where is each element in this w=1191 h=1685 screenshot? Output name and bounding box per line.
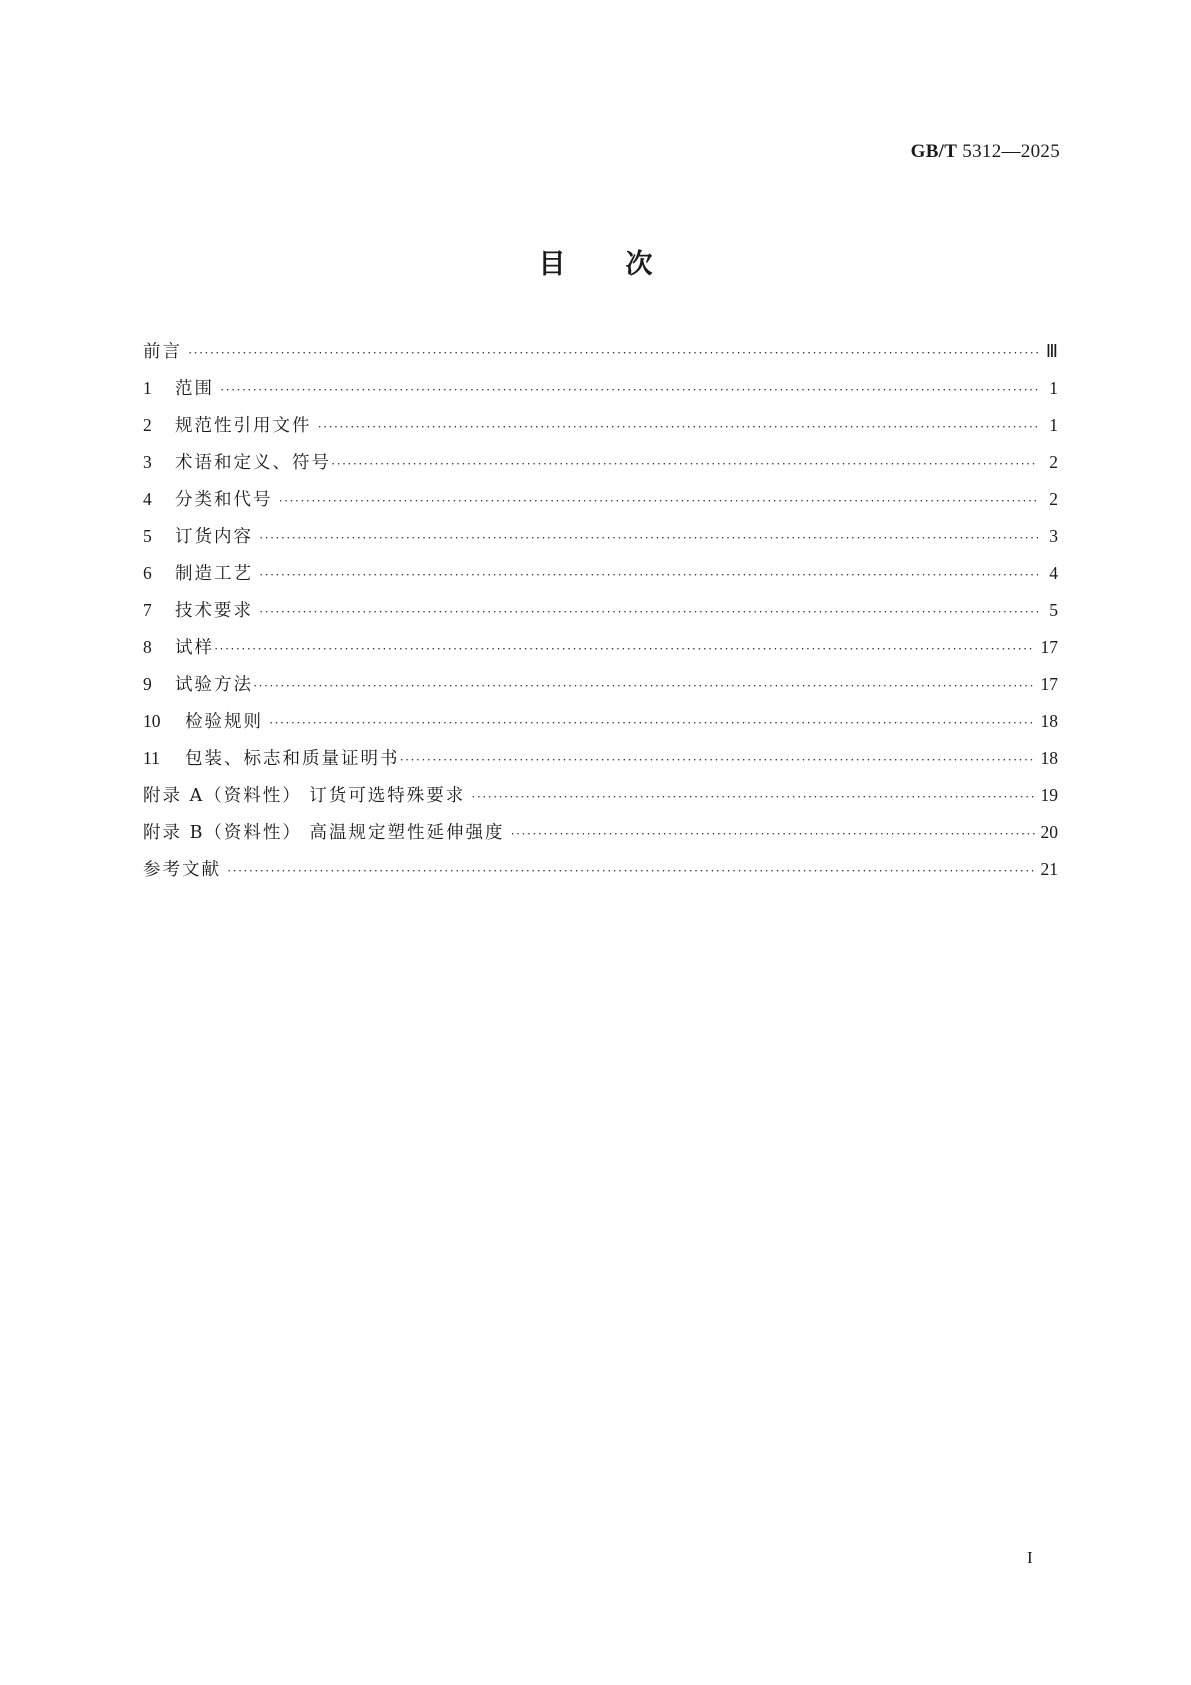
toc-leader-dots [259,604,1038,620]
toc-entry-label: 前言 [143,342,182,362]
toc-entry-number: 9 [143,674,152,694]
toc-entry-label: 范围 [175,379,214,399]
table-of-contents [143,338,1058,893]
toc-leader-dots [259,530,1038,546]
toc-leader-dots [227,863,1035,879]
toc-entry-appendix-a[interactable] [143,782,1058,819]
toc-leader-dots [400,752,1035,768]
toc-entry-page: 20 [1040,822,1058,842]
toc-leader-dots [279,493,1039,509]
toc-leader-dots [318,419,1039,435]
toc-leader-dots [253,678,1035,694]
toc-leader-dots [259,567,1038,583]
toc-leader-dots [220,382,1038,398]
toc-entry-page: 2 [1049,489,1058,509]
toc-entry-number: 1 [143,378,152,398]
toc-entry-label: 制造工艺 [175,564,253,584]
toc-entry-5[interactable] [143,523,1058,560]
toc-entry-foreword[interactable] [143,338,1058,375]
toc-entry-label: 术语和定义、符号 [175,453,331,473]
toc-entry-label: 分类和代号 [175,490,273,510]
toc-entry-page: 19 [1040,785,1058,805]
toc-entry-page: 17 [1040,637,1058,657]
toc-entry-3[interactable] [143,449,1058,486]
toc-entry-number: 10 [143,711,161,731]
toc-entry-label: 检验规则 [185,712,263,732]
toc-entry-page: 3 [1049,526,1058,546]
toc-entry-page: 2 [1049,452,1058,472]
toc-entry-label: 试样 [175,638,214,658]
toc-entry-label: 试验方法 [175,675,253,695]
toc-entry-9[interactable] [143,671,1058,708]
toc-entry-1[interactable] [143,375,1058,412]
standard-number: 5312—2025 [962,141,1060,162]
page-number: I [1027,1548,1033,1567]
toc-entry-label: 附录 B（资料性） 高温规定塑性延伸强度 [143,823,505,843]
toc-entry-page: 18 [1040,748,1058,768]
toc-entry-page: 17 [1040,674,1058,694]
toc-entry-4[interactable] [143,486,1058,523]
toc-entry-page: 18 [1040,711,1058,731]
toc-entry-11[interactable] [143,745,1058,782]
toc-leader-dots [269,715,1035,731]
toc-entry-number: 3 [143,452,152,472]
toc-entry-number: 11 [143,748,160,768]
toc-entry-label: 技术要求 [175,601,253,621]
toc-leader-dots [510,826,1034,842]
standard-code [911,141,1060,163]
toc-entry-number: 5 [143,526,152,546]
toc-entry-page: Ⅲ [1045,341,1058,361]
toc-entry-2[interactable] [143,412,1058,449]
toc-leader-dots [188,345,1038,361]
toc-entry-6[interactable] [143,560,1058,597]
toc-leader-dots [214,641,1035,657]
toc-heading: 目次 [538,249,713,280]
toc-entry-label: 附录 A（资料性） 订货可选特殊要求 [143,786,466,806]
standard-prefix: GB/T [910,141,958,162]
toc-entry-bibliography[interactable] [143,856,1058,893]
toc-entry-page: 5 [1049,600,1058,620]
toc-entry-label: 参考文献 [143,860,221,880]
toc-entry-number: 8 [143,637,152,657]
toc-leader-dots [471,789,1034,805]
toc-entry-number: 4 [143,489,152,509]
toc-entry-page: 1 [1049,415,1058,435]
toc-entry-number: 6 [143,563,152,583]
toc-entry-label: 包装、标志和质量证明书 [185,749,400,769]
toc-entry-page: 4 [1049,563,1058,583]
toc-entry-10[interactable] [143,708,1058,745]
toc-entry-number: 7 [143,600,152,620]
toc-entry-page: 21 [1040,859,1058,879]
toc-leader-dots [331,456,1038,472]
toc-entry-8[interactable] [143,634,1058,671]
toc-entry-page: 1 [1049,378,1058,398]
toc-entry-label: 规范性引用文件 [175,416,312,436]
toc-entry-number: 2 [143,415,152,435]
toc-entry-label: 订货内容 [175,527,253,547]
toc-entry-7[interactable] [143,597,1058,634]
toc-entry-appendix-b[interactable] [143,819,1058,856]
